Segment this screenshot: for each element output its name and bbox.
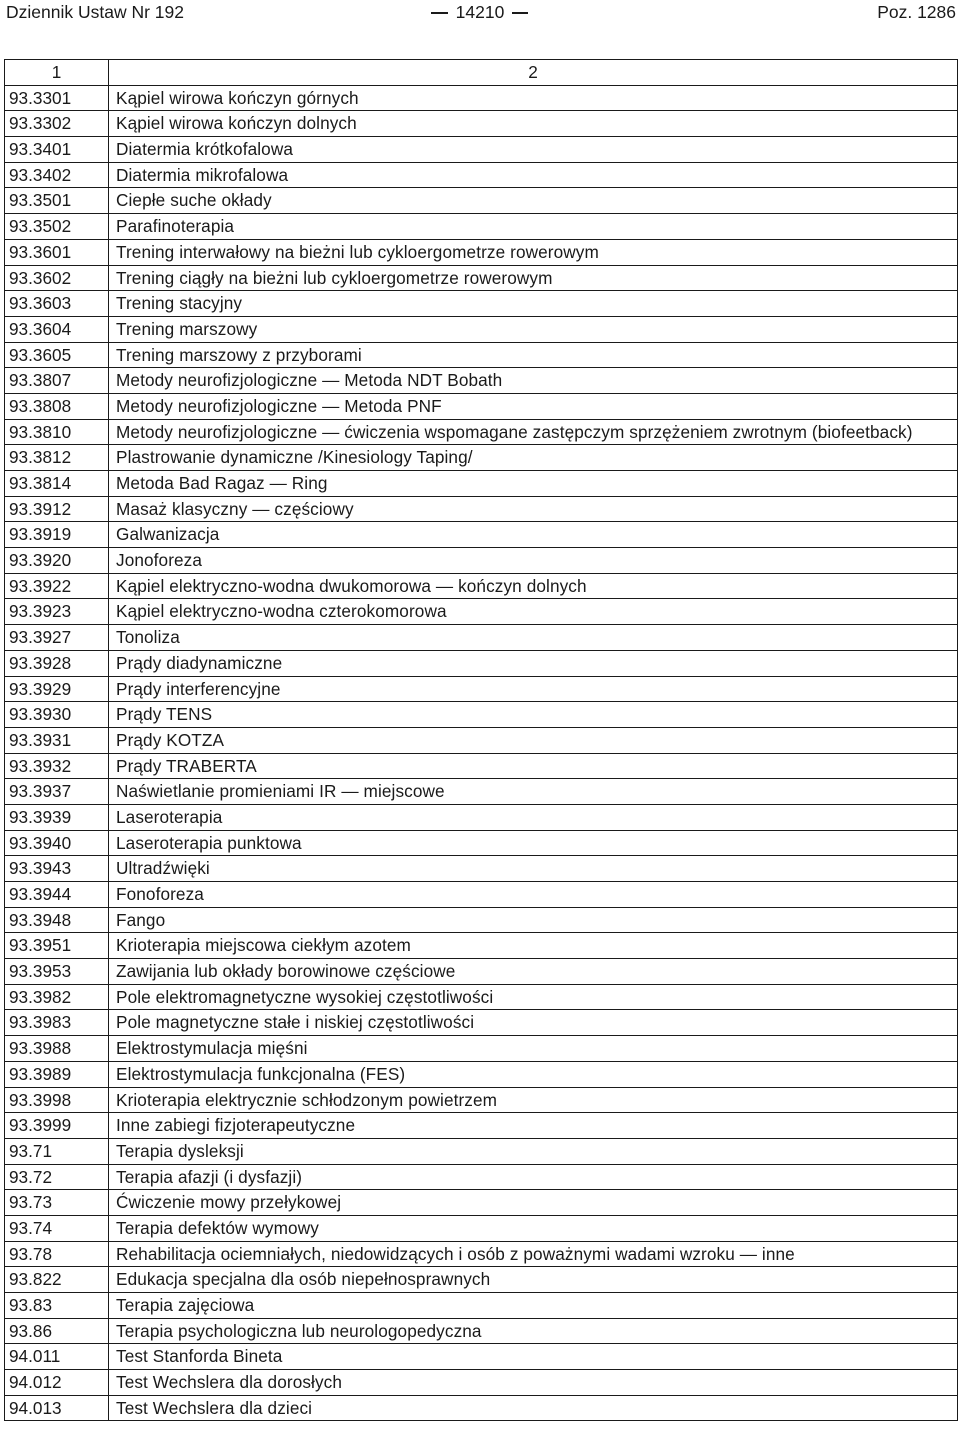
procedure-name: Zawijania lub okłady borowinowe częściowe <box>109 959 958 985</box>
procedure-name: Kąpiel wirowa kończyn dolnych <box>109 111 958 137</box>
table-row <box>5 1190 958 1216</box>
procedure-name: Metody neurofizjologiczne — Metoda PNF <box>109 393 958 419</box>
table-row <box>5 162 958 188</box>
procedure-code: 93.3810 <box>5 419 109 445</box>
procedure-name: Inne zabiegi fizjoterapeutyczne <box>109 1113 958 1139</box>
procedure-name: Trening ciągły na bieżni lub cykloergometrze rowerowym <box>109 265 958 291</box>
table-row <box>5 188 958 214</box>
procedure-code: 93.83 <box>5 1293 109 1319</box>
procedure-name: Naświetlanie promieniami IR — miejscowe <box>109 779 958 805</box>
procedure-code: 93.3601 <box>5 239 109 265</box>
procedure-code: 93.3953 <box>5 959 109 985</box>
procedure-code: 93.72 <box>5 1164 109 1190</box>
table-row <box>5 650 958 676</box>
procedure-name: Rehabilitacja ociemniałych, niedowidzących i osób z poważnymi wadami wzroku — inne <box>109 1241 958 1267</box>
procedure-name: Kąpiel wirowa kończyn górnych <box>109 85 958 111</box>
table-row <box>5 85 958 111</box>
table-row <box>5 779 958 805</box>
procedure-code: 93.3920 <box>5 548 109 574</box>
procedure-name: Pole magnetyczne stałe i niskiej częstotliwości <box>109 1010 958 1036</box>
procedure-name: Ultradźwięki <box>109 856 958 882</box>
procedure-name: Metoda Bad Ragaz — Ring <box>109 471 958 497</box>
table-row <box>5 522 958 548</box>
table-row <box>5 1138 958 1164</box>
table-row <box>5 1293 958 1319</box>
procedure-name: Terapia dysleksji <box>109 1138 958 1164</box>
procedure-name: Kąpiel elektryczno-wodna dwukomorowa — kończyn dolnych <box>109 573 958 599</box>
table-row <box>5 984 958 1010</box>
table-row <box>5 393 958 419</box>
table-row <box>5 265 958 291</box>
table-row <box>5 214 958 240</box>
procedure-code: 93.78 <box>5 1241 109 1267</box>
table-row <box>5 907 958 933</box>
procedure-code: 93.3927 <box>5 625 109 651</box>
procedure-table <box>4 59 958 1421</box>
procedure-name: Jonoforeza <box>109 548 958 574</box>
procedure-code: 93.3919 <box>5 522 109 548</box>
column-header-1: 1 <box>5 60 109 86</box>
procedure-name: Elektrostymulacja funkcjonalna (FES) <box>109 1061 958 1087</box>
procedure-code: 93.86 <box>5 1318 109 1344</box>
procedure-code: 93.3982 <box>5 984 109 1010</box>
table-row <box>5 368 958 394</box>
table-row <box>5 1164 958 1190</box>
table-row <box>5 496 958 522</box>
procedure-code: 93.3401 <box>5 137 109 163</box>
procedure-code: 93.3989 <box>5 1061 109 1087</box>
procedure-code: 93.3808 <box>5 393 109 419</box>
table-row <box>5 753 958 779</box>
procedure-name: Krioterapia elektrycznie schłodzonym powietrzem <box>109 1087 958 1113</box>
table-row <box>5 804 958 830</box>
procedure-code: 93.3814 <box>5 471 109 497</box>
procedure-name: Tonoliza <box>109 625 958 651</box>
table-row <box>5 239 958 265</box>
procedure-code: 93.3932 <box>5 753 109 779</box>
table-row <box>5 342 958 368</box>
procedure-code: 93.3602 <box>5 265 109 291</box>
procedure-code: 94.013 <box>5 1395 109 1421</box>
table-row <box>5 882 958 908</box>
procedure-code: 93.3931 <box>5 727 109 753</box>
table-row <box>5 548 958 574</box>
table-row <box>5 933 958 959</box>
column-header-2: 2 <box>109 60 958 86</box>
table-row <box>5 1113 958 1139</box>
procedure-name: Galwanizacja <box>109 522 958 548</box>
table-row <box>5 599 958 625</box>
procedure-code: 93.3604 <box>5 316 109 342</box>
table-row <box>5 111 958 137</box>
procedure-name: Fango <box>109 907 958 933</box>
procedure-name: Laseroterapia <box>109 804 958 830</box>
procedure-name: Metody neurofizjologiczne — ćwiczenia wspomagane zastępczym sprzężeniem zwrotnym (biofeetback) <box>109 419 958 445</box>
procedure-name: Edukacja specjalna dla osób niepełnosprawnych <box>109 1267 958 1293</box>
procedure-name: Test Wechslera dla dorosłych <box>109 1370 958 1396</box>
procedure-code: 93.3951 <box>5 933 109 959</box>
procedure-code: 94.011 <box>5 1344 109 1370</box>
table-row <box>5 1087 958 1113</box>
procedure-code: 93.3940 <box>5 830 109 856</box>
procedure-code: 93.3983 <box>5 1010 109 1036</box>
procedure-name: Parafinoterapia <box>109 214 958 240</box>
procedure-name: Test Stanforda Bineta <box>109 1344 958 1370</box>
procedure-name: Prądy interferencyjne <box>109 676 958 702</box>
procedure-code: 93.3923 <box>5 599 109 625</box>
procedure-code: 93.3502 <box>5 214 109 240</box>
procedure-name: Ćwiczenie mowy przełykowej <box>109 1190 958 1216</box>
procedure-code: 93.3998 <box>5 1087 109 1113</box>
procedure-code: 93.3807 <box>5 368 109 394</box>
procedure-code: 93.3912 <box>5 496 109 522</box>
procedure-code: 93.3988 <box>5 1036 109 1062</box>
procedure-name: Terapia zajęciowa <box>109 1293 958 1319</box>
procedure-name: Terapia afazji (i dysfazji) <box>109 1164 958 1190</box>
procedure-code: 93.74 <box>5 1215 109 1241</box>
procedure-code: 93.3402 <box>5 162 109 188</box>
procedure-name: Prądy KOTZA <box>109 727 958 753</box>
table-row <box>5 1061 958 1087</box>
table-row <box>5 676 958 702</box>
procedure-code: 93.3928 <box>5 650 109 676</box>
procedure-name: Trening interwałowy na bieżni lub cykloergometrze rowerowym <box>109 239 958 265</box>
table-row <box>5 291 958 317</box>
procedure-code: 93.3603 <box>5 291 109 317</box>
procedure-code: 93.3302 <box>5 111 109 137</box>
table-row <box>5 1267 958 1293</box>
procedure-name: Prądy TENS <box>109 702 958 728</box>
procedure-code: 93.3922 <box>5 573 109 599</box>
procedure-name: Masaż klasyczny — częściowy <box>109 496 958 522</box>
procedure-name: Krioterapia miejscowa ciekłym azotem <box>109 933 958 959</box>
table-row <box>5 727 958 753</box>
procedure-code: 93.822 <box>5 1267 109 1293</box>
procedure-name: Plastrowanie dynamiczne /Kinesiology Taping/ <box>109 445 958 471</box>
table-row <box>5 573 958 599</box>
procedure-name: Diatermia mikrofalowa <box>109 162 958 188</box>
procedure-code: 93.71 <box>5 1138 109 1164</box>
page-header <box>0 0 960 24</box>
procedure-code: 93.3501 <box>5 188 109 214</box>
procedure-code: 93.3944 <box>5 882 109 908</box>
table-row <box>5 1036 958 1062</box>
procedure-code: 93.3937 <box>5 779 109 805</box>
table-row <box>5 856 958 882</box>
procedure-name: Terapia psychologiczna lub neurologopedyczna <box>109 1318 958 1344</box>
table-row <box>5 830 958 856</box>
procedure-code: 93.3948 <box>5 907 109 933</box>
procedure-name: Trening marszowy z przyborami <box>109 342 958 368</box>
procedure-code: 93.3943 <box>5 856 109 882</box>
table-row <box>5 137 958 163</box>
procedure-name: Fonoforeza <box>109 882 958 908</box>
table-row <box>5 1215 958 1241</box>
procedure-code: 93.73 <box>5 1190 109 1216</box>
procedure-name: Laseroterapia punktowa <box>109 830 958 856</box>
table-row <box>5 1010 958 1036</box>
table-row <box>5 316 958 342</box>
position-number: Poz. 1286 <box>877 2 956 22</box>
table-header-row <box>5 60 958 86</box>
procedure-name: Prądy diadynamiczne <box>109 650 958 676</box>
table-row <box>5 702 958 728</box>
table-row <box>5 445 958 471</box>
table-row <box>5 1241 958 1267</box>
page-number-wrap <box>432 0 528 24</box>
procedure-name: Trening stacyjny <box>109 291 958 317</box>
procedure-code: 93.3929 <box>5 676 109 702</box>
table-body <box>5 85 958 1421</box>
table-row <box>5 471 958 497</box>
procedure-name: Terapia defektów wymowy <box>109 1215 958 1241</box>
table-row <box>5 1318 958 1344</box>
procedure-name: Metody neurofizjologiczne — Metoda NDT Bobath <box>109 368 958 394</box>
procedure-name: Diatermia krótkofalowa <box>109 137 958 163</box>
procedure-name: Ciepłe suche okłady <box>109 188 958 214</box>
procedure-code: 94.012 <box>5 1370 109 1396</box>
procedure-code: 93.3301 <box>5 85 109 111</box>
procedure-code: 93.3999 <box>5 1113 109 1139</box>
procedure-name: Elektrostymulacja mięśni <box>109 1036 958 1062</box>
procedure-name: Test Wechslera dla dzieci <box>109 1395 958 1421</box>
table-row <box>5 625 958 651</box>
table-row <box>5 1344 958 1370</box>
procedure-name: Trening marszowy <box>109 316 958 342</box>
table-row <box>5 1395 958 1421</box>
procedure-name: Kąpiel elektryczno-wodna czterokomorowa <box>109 599 958 625</box>
procedure-code: 93.3605 <box>5 342 109 368</box>
table-row <box>5 1370 958 1396</box>
procedure-name: Prądy TRABERTA <box>109 753 958 779</box>
procedure-code: 93.3812 <box>5 445 109 471</box>
table-row <box>5 959 958 985</box>
procedure-code: 93.3939 <box>5 804 109 830</box>
page-number: 14210 <box>448 0 513 24</box>
procedure-name: Pole elektromagnetyczne wysokiej częstotliwości <box>109 984 958 1010</box>
journal-title: Dziennik Ustaw Nr 192 <box>6 2 184 22</box>
table-row <box>5 419 958 445</box>
procedure-code: 93.3930 <box>5 702 109 728</box>
